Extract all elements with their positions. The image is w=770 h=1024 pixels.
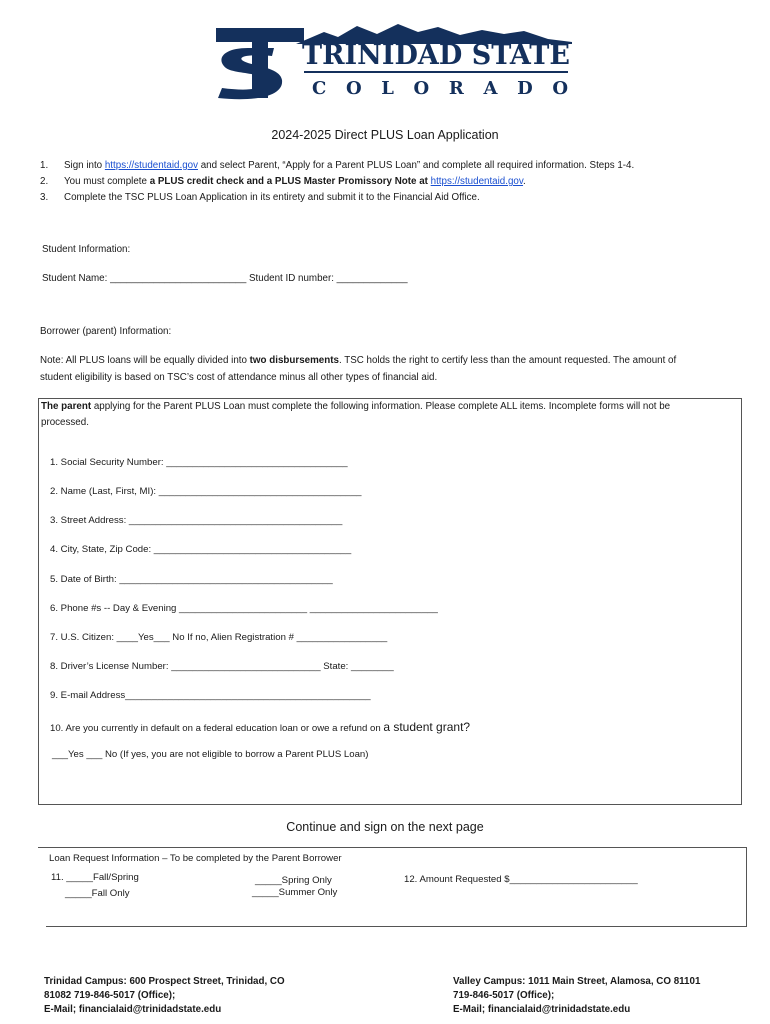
loan-request-divider-bottom — [46, 926, 747, 927]
city-state-zip-field[interactable]: 4. City, State, Zip Code: _____________________________________ — [50, 544, 352, 555]
date-of-birth-field[interactable]: 5. Date of Birth: ________________________________________ — [50, 574, 333, 585]
citizen-field[interactable]: 7. U.S. Citizen: ____Yes___ No If no, Alien Registration # _________________ — [50, 632, 388, 643]
student-name-line[interactable]: Student Name: _________________________ Student ID number: _____________ — [42, 273, 408, 284]
step-1: 1. Sign into https://studentaid.gov and select Parent, “Apply for a Parent PLUS Loan” and complete all required information. Steps 1-4. — [40, 160, 635, 171]
loan-request-divider-right — [746, 847, 747, 927]
logo-state: COLORADO — [312, 78, 568, 99]
logo-name: TRINIDAD STATE — [302, 38, 570, 71]
borrower-info-heading: Borrower (parent) Information: — [40, 326, 172, 337]
street-address-field[interactable]: 3. Street Address: ________________________________________ — [50, 515, 343, 526]
box-intro: The parent applying for the Parent PLUS Loan must complete the following information. Please complete ALL items. Incomplete forms will not be — [41, 401, 671, 412]
default-answer-field[interactable]: ___Yes ___ No (If yes, you are not eligible to borrow a Parent PLUS Loan) — [52, 749, 369, 760]
fall-spring-option[interactable]: 11. _____Fall/Spring — [51, 872, 139, 883]
page-title: 2024-2025 Direct PLUS Loan Application — [271, 128, 499, 142]
borrower-note: Note: All PLUS loans will be equally divided into two disbursements. TSC holds the right to certify less than the amount requested. The amount of — [40, 355, 677, 366]
trinidad-state-logo — [212, 22, 574, 102]
box-intro-line2: processed. — [41, 417, 89, 428]
instruction-steps — [40, 158, 740, 206]
ts-monogram — [216, 28, 304, 99]
borrower-note-line2: student eligibility is based on TSC’s cost of attendance minus all other types of financial aid. — [40, 372, 438, 383]
fall-only-option[interactable]: _____Fall Only — [65, 888, 130, 899]
phone-field[interactable]: 6. Phone #s -- Day & Evening ________________________ ________________________ — [50, 603, 438, 614]
studentaid-link[interactable]: https://studentaid.gov — [104, 160, 198, 171]
loan-request-divider-top — [38, 847, 747, 848]
student-info-heading: Student Information: — [42, 244, 131, 255]
footer-trinidad-campus: Trinidad Campus: 600 Prospect Street, Trinidad, CO 81082 719-846-5017 (Office); E-Mail; financialaid@trinidadstate.edu — [44, 976, 285, 1015]
amount-requested-field[interactable]: 12. Amount Requested $________________________ — [404, 874, 638, 885]
step-2: 2. You must complete a PLUS credit check and a PLUS Master Promissory Note at https://studentaid.gov. — [40, 176, 526, 187]
ssn-field[interactable]: 1. Social Security Number: __________________________________ — [50, 457, 348, 468]
email-field[interactable]: 9. E-mail Address______________________________________________ — [50, 690, 371, 701]
summer-only-option[interactable]: _____Summer Only — [252, 887, 338, 898]
loan-request-heading: Loan Request Information – To be completed by the Parent Borrower — [49, 853, 342, 864]
continue-note: Continue and sign on the next page — [286, 820, 484, 834]
spring-only-option[interactable]: _____Spring Only — [255, 875, 332, 886]
default-question: 10. Are you currently in default on a federal education loan or owe a refund on a student grant? — [50, 720, 471, 734]
name-field[interactable]: 2. Name (Last, First, MI): ______________________________________ — [50, 486, 362, 497]
studentaid-link[interactable]: https://studentaid.gov — [430, 176, 524, 187]
step-3: 3. Complete the TSC PLUS Loan Application in its entirety and submit it to the Financial Aid Office. — [40, 192, 480, 203]
drivers-license-field[interactable]: 8. Driver’s License Number: ____________________________ State: ________ — [50, 661, 394, 672]
footer-valley-campus: Valley Campus: 1011 Main Street, Alamosa, CO 81101 719-846-5017 (Office); E-Mail; financialaid@trinidadstate.edu — [453, 976, 701, 1015]
